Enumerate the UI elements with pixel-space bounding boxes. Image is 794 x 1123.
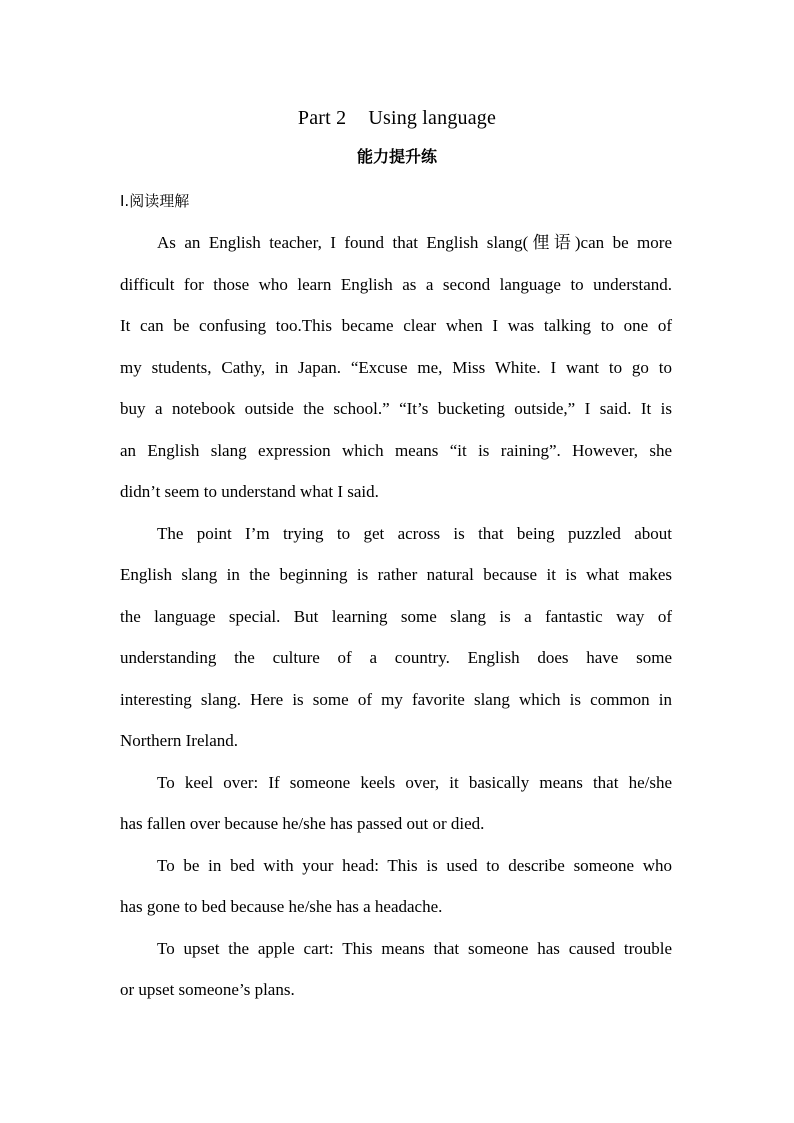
passage-line: interesting slang. Here is some of my favorite slang which is common in	[120, 689, 672, 709]
title-part: Part 2	[297, 107, 347, 129]
title-topic: Using language	[368, 107, 497, 129]
passage-line: the language special. But learning some slang is a fantastic way of	[120, 606, 672, 626]
page-title	[0, 104, 794, 132]
reading-passage	[120, 222, 672, 1011]
passage-line: understanding the culture of a country. English does have some	[120, 648, 672, 667]
passage-line: difficult for those who learn English as a second language to understand.	[120, 274, 672, 294]
passage-line: As an English teacher, I found that English slang(俚语)can be more	[157, 233, 672, 252]
passage-line: It can be confusing too.This became clear when I was talking to one of	[120, 316, 672, 335]
passage-line: or upset someone’s plans.	[120, 980, 295, 999]
passage-line: has gone to bed because he/she has a headache.	[120, 897, 443, 916]
passage-line: The point I’m trying to get across is that being puzzled about	[157, 523, 672, 543]
passage-line: To be in bed with your head: This is used to describe someone who	[157, 855, 672, 875]
passage-line: To upset the apple cart: This means that someone has caused trouble	[157, 938, 672, 958]
passage-line: my students, Cathy, in Japan. “Excuse me, Miss White. I want to go to	[120, 357, 672, 377]
passage-line: To keel over: If someone keels over, it basically means that he/she	[157, 772, 672, 792]
passage-line: buy a notebook outside the school.” “It’s bucketing outside,” I said. It is	[120, 399, 672, 418]
passage-line: an English slang expression which means “it is raining”. However, she	[120, 440, 672, 460]
section-heading: Ⅰ.阅读理解	[120, 192, 190, 210]
passage-line: didn’t seem to understand what I said.	[120, 482, 379, 501]
page-subtitle: 能力提升练	[356, 147, 437, 166]
passage-line: English slang in the beginning is rather natural because it is what makes	[120, 565, 672, 584]
passage-line: Northern Ireland.	[120, 731, 239, 750]
passage-line: has fallen over because he/she has passed out or died.	[120, 814, 485, 833]
